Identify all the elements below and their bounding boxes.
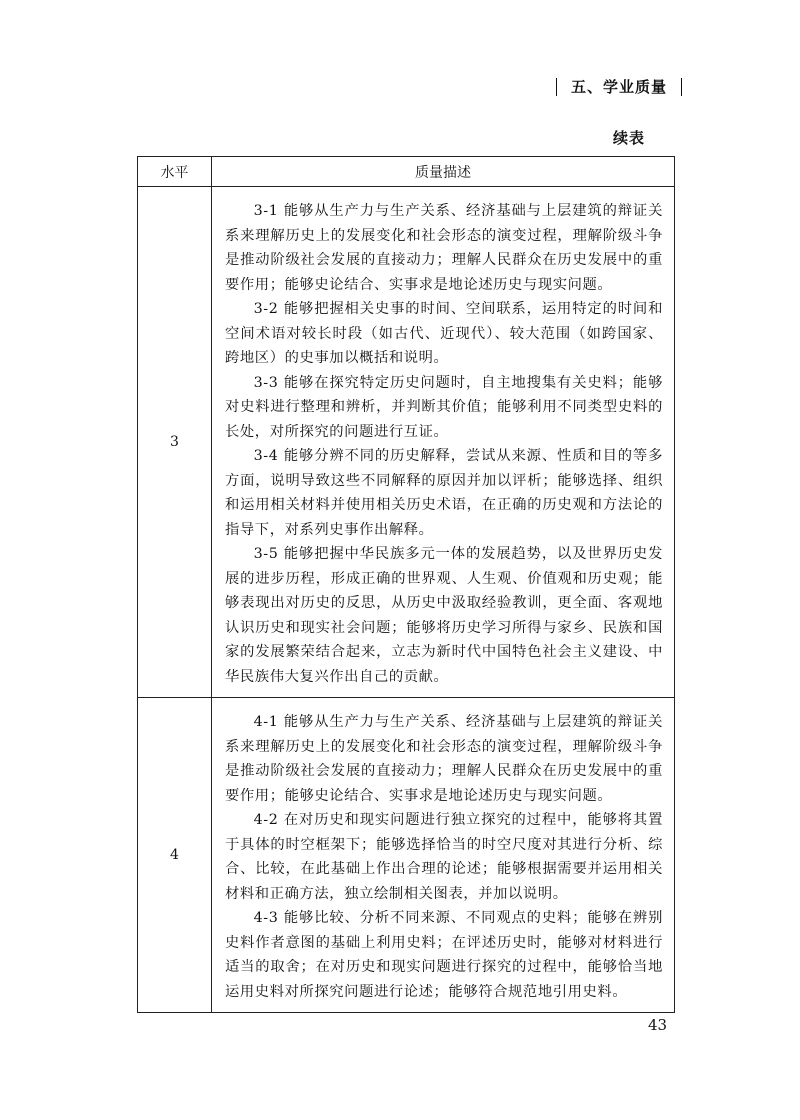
- column-header-level: 水平: [138, 157, 212, 187]
- description-item: 4-1 能够从生产力与生产关系、经济基础与上层建筑的辩证关系来理解历史上的发展变化和社会形态的演变过程，理解阶级斗争是推动阶级社会发展的直接动力；理解人民群众在历史发展中的重要作用；能够史论结合、实事求是地论述历史与现实问题。: [225, 714, 663, 804]
- header-right-bar: [681, 78, 682, 96]
- description-cell: [212, 187, 675, 698]
- table-row: [138, 698, 675, 1013]
- running-header: [556, 76, 682, 97]
- level-cell: 4: [138, 698, 212, 1013]
- table-row: [138, 187, 675, 698]
- section-title: 五、学业质量: [570, 78, 667, 96]
- column-header-description: 质量描述: [212, 157, 675, 187]
- description-item: 3-2 能够把握相关史事的时间、空间联系，运用特定的时间和空间术语对较长时段（如古代、近现代）、较大范围（如跨国家、跨地区）的史事加以概括和说明。: [225, 301, 663, 366]
- description-item: 4-2 在对历史和现实问题进行独立探究的过程中，能够将其置于具体的时空框架下；能够选择恰当的时空尺度对其进行分析、综合、比较，在此基础上作出合理的论述；能够根据需要并运用相关材料和正确方法，独立绘制相关图表，并加以说明。: [225, 812, 663, 902]
- level-cell: 3: [138, 187, 212, 698]
- header-left-bar: [556, 78, 557, 96]
- page-number: 43: [648, 1016, 668, 1034]
- description-item: 4-3 能够比较、分析不同来源、不同观点的史料；能够在辨别史料作者意图的基础上利用史料；在评述历史时，能够对材料进行适当的取舍；在对历史和现实问题进行探究的过程中，能够恰当地运用史料对所探究问题进行论述；能够符合规范地引用史料。: [225, 910, 663, 1000]
- description-item: 3-3 能够在探究特定历史问题时，自主地搜集有关史料；能够对史料进行整理和辨析，并判断其价值；能够利用不同类型史料的长处，对所探究的问题进行互证。: [225, 374, 663, 440]
- table-header-row: [138, 157, 675, 187]
- description-cell: [212, 698, 675, 1013]
- description-item: 3-5 能够把握中华民族多元一体的发展趋势，以及世界历史发展的进步历程，形成正确的世界观、人生观、价值观和历史观；能够表现出对历史的反思，从历史中汲取经验教训，更全面、客观地认识历史和现实社会问题；能够将历史学习所得与家乡、民族和国家的发展繁荣结合起来，立志为新时代中国特色社会主义建设、中华民族伟大复兴作出自己的贡献。: [225, 546, 663, 685]
- continued-label: 续表: [613, 129, 646, 147]
- quality-table: [137, 156, 675, 1013]
- description-item: 3-1 能够从生产力与生产关系、经济基础与上层建筑的辩证关系来理解历史上的发展变化和社会形态的演变过程，理解阶级斗争是推动阶级社会发展的直接动力；理解人民群众在历史发展中的重要作用；能够史论结合、实事求是地论述历史与现实问题。: [225, 203, 663, 293]
- description-item: 3-4 能够分辨不同的历史解释，尝试从来源、性质和目的等多方面，说明导致这些不同解释的原因并加以评析；能够选择、组织和运用相关材料并使用相关历史术语，在正确的历史观和方法论的指导下，对系列史事作出解释。: [225, 448, 663, 538]
